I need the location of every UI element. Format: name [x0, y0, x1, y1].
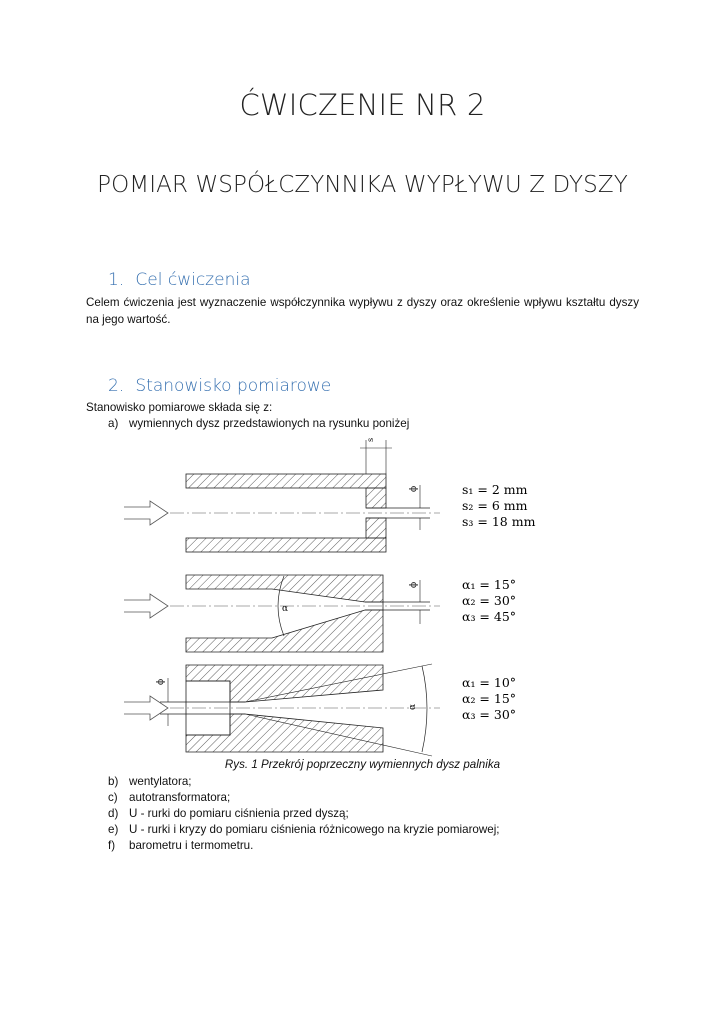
section-2-title: Stanowisko pomiarowe — [135, 376, 332, 396]
list-item-b — [86, 774, 192, 790]
list-item-e — [86, 822, 500, 838]
dim-phi-label: ϕ — [409, 581, 419, 588]
list-marker: f) — [108, 839, 116, 852]
list-text: wymiennych dysz przedstawionych na rysunku poniżej — [129, 417, 410, 430]
nozzle-2-label-2: α₂ = 30° — [462, 593, 517, 608]
section-1-heading — [108, 270, 250, 290]
nozzle-3-label-3: α₃ = 30° — [462, 707, 517, 722]
section-2-number: 2. — [108, 376, 125, 396]
dim-alpha-label: α — [408, 703, 418, 710]
list-text: U - rurki do pomiaru ciśnienia przed dyszą; — [129, 807, 349, 820]
dim-s-label: s — [366, 437, 375, 442]
nozzle-3-label-1: α₁ = 10° — [462, 675, 517, 690]
list-text: U - rurki i kryzy do pomiaru ciśnienia różnicowego na kryzie pomiarowej; — [129, 823, 500, 836]
section-2-intro: Stanowisko pomiarowe składa się z: — [86, 401, 273, 414]
document-subtitle: POMIAR WSPÓŁCZYNNIKA WYPŁYWU Z DYSZY — [97, 172, 628, 198]
figure-caption: Rys. 1 Przekrój poprzeczny wymiennych dysz palnika — [224, 758, 501, 771]
dim-phi-label: ϕ — [156, 678, 166, 685]
list-marker: d) — [108, 807, 119, 820]
list-text: autotransformatora; — [129, 791, 231, 804]
section-1-number: 1. — [108, 270, 125, 290]
section-1-title: Cel ćwiczenia — [135, 270, 251, 290]
nozzle-2-drawing — [124, 575, 440, 652]
list-marker: c) — [108, 791, 118, 804]
nozzle-2-label-1: α₁ = 15° — [462, 577, 517, 592]
nozzle-cross-section-figure — [0, 430, 725, 760]
list-item-d — [86, 806, 349, 822]
section-1-paragraph: Celem ćwiczenia jest wyznaczenie współczynnika wypływu z dyszy oraz określenie wpływu kształtu dyszy na jego wartość. — [86, 296, 639, 326]
list-marker: b) — [108, 775, 119, 788]
list-text: wentylatora; — [129, 775, 192, 788]
list-marker: e) — [108, 823, 119, 836]
nozzle-1-label-3: s₃ = 18 mm — [462, 514, 536, 529]
list-text: barometru i termometru. — [129, 839, 254, 852]
dim-alpha-label: α — [282, 604, 289, 614]
section-2-heading — [108, 376, 331, 396]
nozzle-1-drawing — [124, 438, 440, 552]
list-marker: a) — [108, 417, 119, 430]
nozzle-3-label-2: α₂ = 15° — [462, 691, 517, 706]
nozzle-2-label-3: α₃ = 45° — [462, 609, 517, 624]
list-item-c — [86, 790, 230, 806]
nozzle-3-drawing — [124, 664, 440, 760]
nozzle-1-label-1: s₁ = 2 mm — [462, 482, 528, 497]
nozzle-1-label-2: s₂ = 6 mm — [462, 498, 528, 513]
list-item-f — [86, 838, 253, 854]
dim-phi-label: ϕ — [409, 485, 419, 492]
document-title: ĆWICZENIE NR 2 — [239, 88, 486, 122]
